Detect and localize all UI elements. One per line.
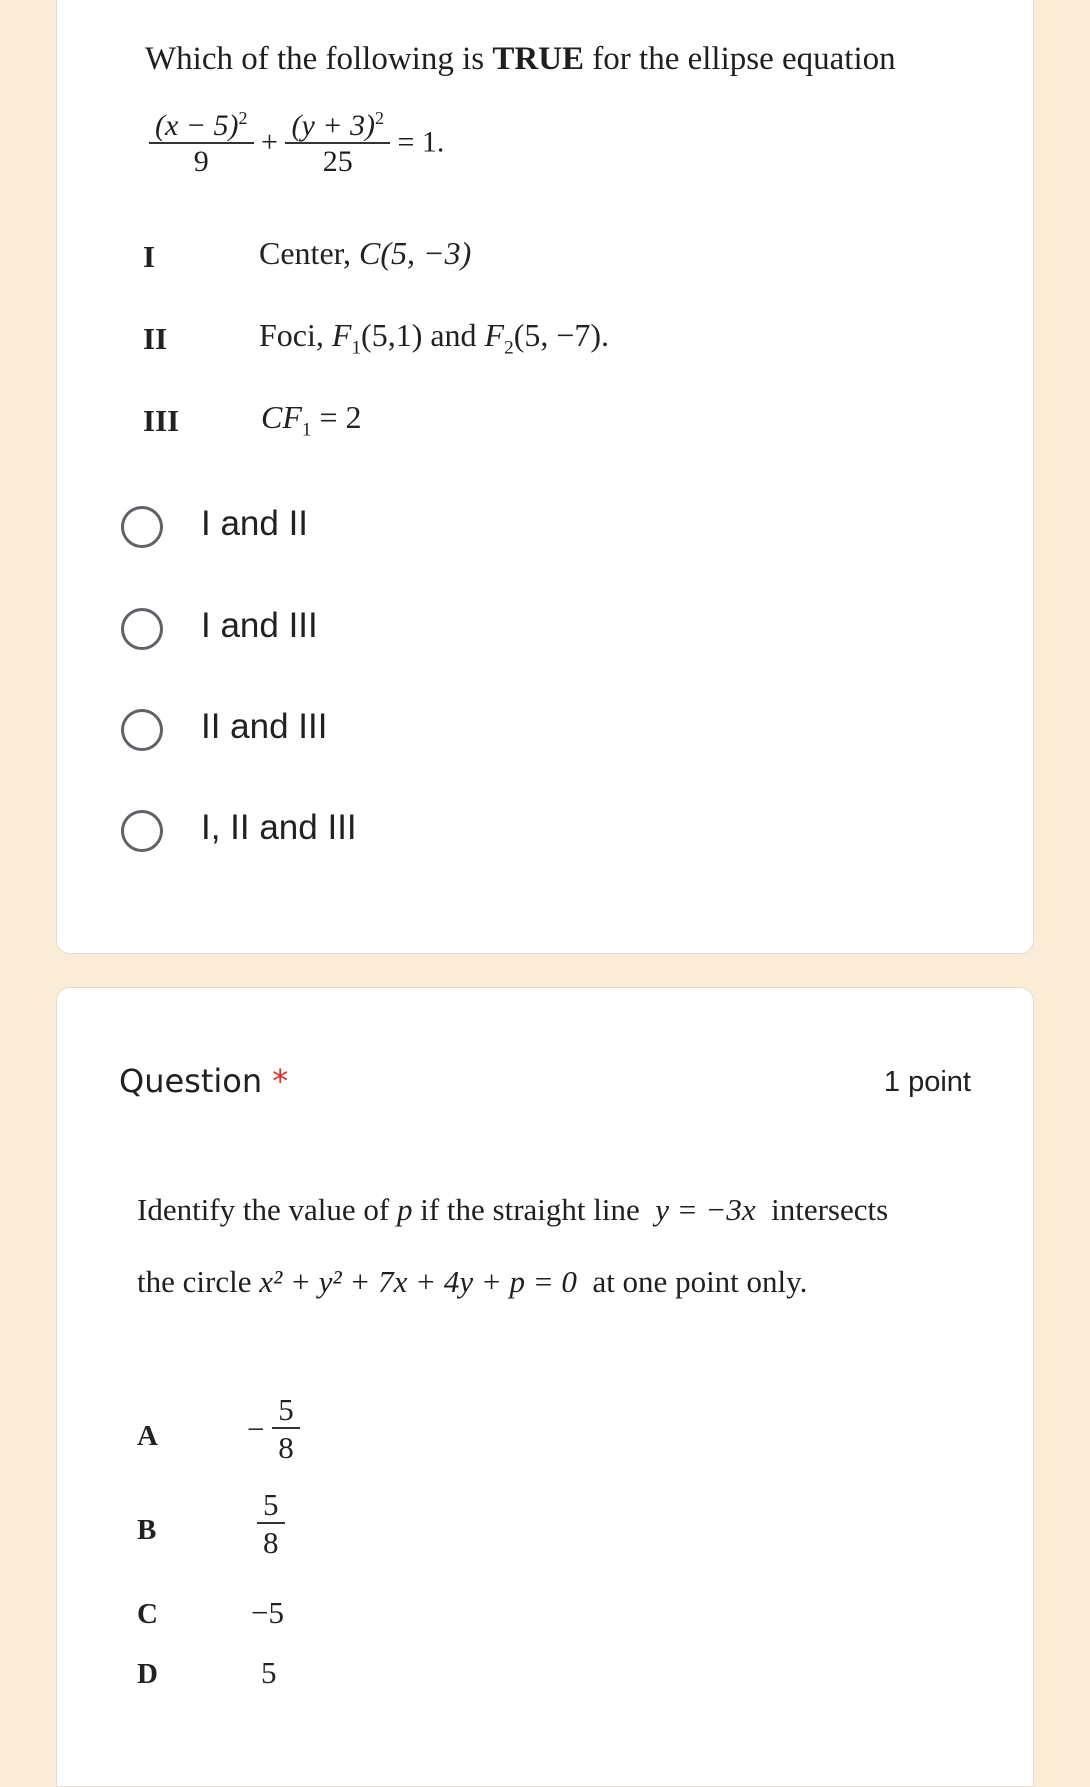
circle-equation: x² + y² + 7x + 4y + p = 0 [259,1264,577,1299]
focus-1-coords: (5,1) [361,317,423,353]
option-radio-4[interactable] [121,810,163,852]
line1-text-a: Identify the value of [137,1192,390,1227]
ellipse-equation [149,109,444,180]
statement-1-math: C(5, −3) [359,235,472,271]
answer-a-sign: − [247,1411,265,1447]
question-card-ellipse [56,0,1034,954]
answer-letter-a: A [137,1420,158,1452]
question-intro-end: for the ellipse equation [592,41,896,77]
option-radio-1[interactable] [121,506,163,548]
answer-a-fraction [272,1393,300,1466]
fraction-term2 [285,109,390,180]
focus-2-coords: (5, −7). [513,317,610,353]
answer-b-numerator: 5 [257,1488,285,1524]
line2-text-a: the circle [137,1264,252,1299]
statement-3-math: CF [261,399,302,435]
answer-value-c: −5 [251,1595,284,1630]
question-points: 1 point [883,1066,971,1098]
statement-2-join: and [430,317,477,353]
exponent: 2 [375,108,385,128]
option-label-4[interactable]: I, II and III [201,808,357,847]
answer-letter-b: B [137,1514,157,1546]
variable-p: p [396,1192,413,1227]
plus-sign: + [261,125,278,159]
statement-3 [261,399,362,441]
focus-1-subscript: 1 [351,337,362,359]
answer-a-denominator: 8 [278,1430,294,1466]
statement-3-rhs: = 2 [319,399,362,435]
question-emphasis: TRUE [492,41,585,77]
answer-a-numerator: 5 [272,1393,300,1429]
line2-text-b: at one point only. [592,1264,808,1299]
question-title [119,1062,288,1100]
statement-3-subscript: 1 [301,419,312,441]
focus-1-symbol: F [331,317,352,353]
equation-rhs: = 1. [397,125,445,159]
statement-numeral-1: I [143,239,156,274]
question-card-circle [56,987,1034,1787]
statement-numeral-2: II [143,321,168,356]
statement-2 [259,317,609,359]
question-text [145,41,896,78]
answer-b-fraction [257,1488,285,1561]
question-title-text: Question [119,1062,263,1100]
question-intro: Which of the following is [145,41,485,77]
term1-denominator: 9 [193,145,209,178]
option-label-3[interactable]: II and III [201,707,328,746]
fraction-term1 [149,109,254,180]
line-equation: y = −3x [655,1192,756,1227]
statement-2-text: Foci, [259,317,324,353]
statement-1 [259,235,471,272]
term1-numerator: (x − 5) [155,109,239,142]
statement-numeral-3: III [143,403,180,438]
option-label-1[interactable]: I and II [201,504,309,543]
statement-1-text: Center, [259,235,352,271]
line1-text-c: intersects [771,1192,889,1227]
line1-text-b: if the straight line [420,1192,640,1227]
option-radio-2[interactable] [121,608,163,650]
answer-value-b [257,1488,285,1561]
exponent: 2 [238,108,248,128]
term2-numerator: (y + 3) [291,109,376,142]
option-label-2[interactable]: I and III [201,606,318,645]
question-line-1 [137,1192,888,1228]
focus-2-symbol: F [484,317,505,353]
required-asterisk: * [272,1062,289,1100]
answer-letter-d: D [137,1658,158,1690]
answer-b-denominator: 8 [263,1525,279,1561]
focus-2-subscript: 2 [504,337,514,359]
term2-denominator: 25 [322,145,353,178]
option-radio-3[interactable] [121,709,163,751]
answer-value-a [247,1393,300,1466]
answer-letter-c: C [137,1598,158,1630]
question-line-2 [137,1264,807,1300]
answer-value-d: 5 [261,1655,277,1690]
